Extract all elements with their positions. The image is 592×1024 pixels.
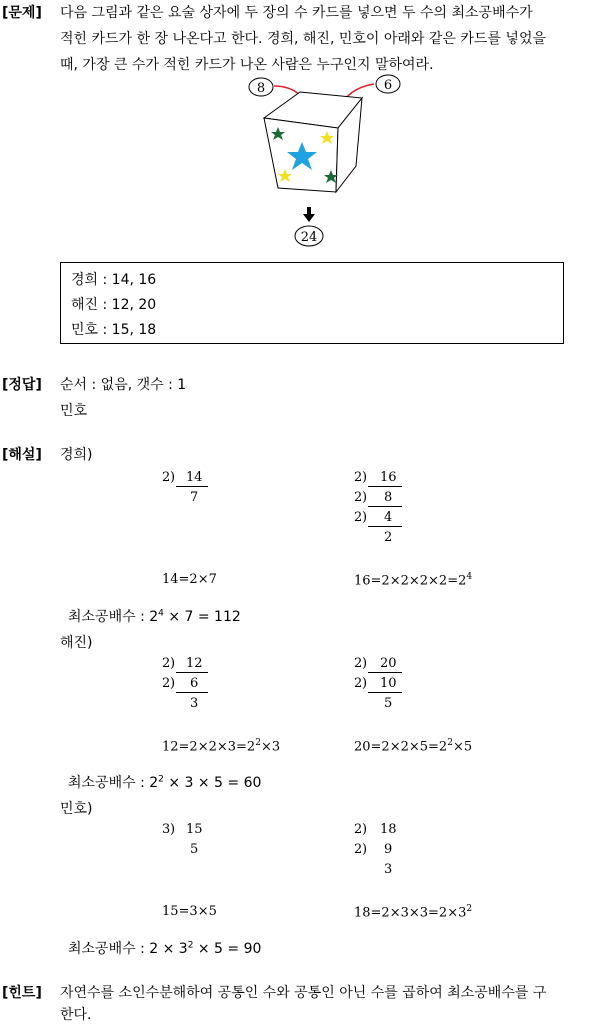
p2-left-value-2: 6	[190, 676, 199, 691]
problem-line-3: 때, 가장 큰 수가 적힌 카드가 나온 사람은 누구인지 말하여라.	[60, 57, 434, 73]
p1-left-divisor-1: 2	[162, 470, 171, 485]
p2-right-bar-1	[368, 672, 402, 673]
answer-line-2: 민호	[60, 403, 88, 419]
p2-right-paren-2: )	[362, 676, 368, 691]
p1-eq-right: $16=2\times 2\times 2\times 2=2^4$	[354, 572, 473, 589]
p1-right-paren-1: )	[362, 470, 368, 485]
p1-left-paren-1: )	[170, 470, 176, 485]
p2-right-value-1: 20	[380, 656, 397, 671]
card-line-2: 해진 : 12, 20	[71, 297, 157, 313]
p2-left-divisor-1: 2	[162, 656, 171, 671]
input-card-left-label: 8	[256, 81, 266, 96]
p1-name: 경희)	[60, 447, 93, 463]
p1-right-bar-1	[368, 486, 402, 487]
hint-line-2: 한다.	[60, 1007, 92, 1023]
p2-right-divisor-1: 2	[354, 656, 363, 671]
p3-right-divisor-1: 2	[354, 822, 363, 837]
p1-right-bar-3	[368, 526, 402, 527]
problem-tag: [문제]	[2, 5, 42, 21]
p3-lcm: 최소공배수 : $2 \times 3^2 \times 5 = 90$	[68, 940, 262, 957]
down-arrow-icon	[303, 214, 315, 222]
p1-right-divisor-1: 2	[354, 470, 363, 485]
p2-left-value-3: 3	[190, 696, 199, 711]
p2-name: 해진)	[60, 635, 93, 651]
hint-tag: [힌트]	[2, 985, 42, 1001]
hint-line-1: 자연수를 소인수분해하여 공통인 수와 공통인 아닌 수를 곱하여 최소공배수를 구	[60, 985, 547, 1001]
down-arrow-shaft	[307, 207, 311, 215]
p1-lcm: 최소공배수 : $2^4 \times 7 = 112$	[68, 608, 241, 625]
p3-right-value-3: 3	[384, 862, 393, 877]
answer-tag: [정답]	[2, 377, 42, 393]
p1-right-value-2: 8	[384, 490, 393, 505]
p3-eq-right: $18=2\times 3\times 3=2\times 3^2$	[354, 904, 473, 921]
card-line-3: 민호 : 15, 18	[71, 322, 157, 338]
p1-right-value-4: 2	[384, 530, 393, 545]
input-card-right-label: 6	[383, 78, 393, 93]
p3-right-value-1: 18	[380, 822, 397, 837]
box	[264, 92, 362, 192]
p1-left-value-1: 14	[186, 470, 203, 485]
magic-box-figure	[240, 72, 410, 252]
p2-lcm: 최소공배수 : $2^2 \times 3 \times 5 = 60$	[68, 774, 262, 791]
p1-right-value-3: 4	[384, 510, 393, 525]
p2-right-value-3: 5	[384, 696, 393, 711]
p1-left-value-2: 7	[190, 490, 199, 505]
p1-right-paren-2: )	[362, 490, 368, 505]
p1-right-bar-2	[368, 506, 402, 507]
p3-right-paren-2: )	[362, 842, 368, 857]
p3-left-divisor-1: 3	[162, 822, 171, 837]
p1-right-divisor-3: 2	[354, 510, 363, 525]
output-card-label: 24	[300, 230, 318, 245]
p3-right-divisor-2: 2	[354, 842, 363, 857]
p2-left-value-1: 12	[186, 656, 203, 671]
p2-left-paren-1: )	[170, 656, 176, 671]
p2-left-bar-1	[176, 672, 208, 673]
p1-right-value-1: 16	[380, 470, 397, 485]
p3-left-value-2: 5	[190, 842, 199, 857]
problem-line-2: 적힌 카드가 한 장 나온다고 한다. 경희, 해진, 민호이 아래와 같은 카드를 넣었을	[60, 31, 546, 47]
explanation-tag: [해설]	[2, 447, 42, 463]
p2-eq-right: $20=2\times 2\times 5=2^2\times 5$	[354, 738, 473, 755]
card-line-1: 경희 : 14, 16	[71, 272, 157, 288]
p3-right-paren-1: )	[362, 822, 368, 837]
p1-right-paren-3: )	[362, 510, 368, 525]
p1-left-bar-1	[176, 486, 208, 487]
p2-right-bar-2	[368, 692, 402, 693]
p3-left-paren-1: )	[170, 822, 176, 837]
p3-left-value-1: 15	[186, 822, 203, 837]
p3-name: 민호)	[60, 801, 93, 817]
p1-eq-left: 14=2×7	[162, 572, 217, 587]
cards-box	[60, 262, 564, 344]
p2-left-divisor-2: 2	[162, 676, 171, 691]
p2-left-paren-2: )	[170, 676, 176, 691]
p3-right-value-2: 9	[384, 842, 393, 857]
problem-line-1: 다음 그림과 같은 요술 상자에 두 장의 수 카드를 넣으면 두 수의 최소공배수가	[60, 5, 533, 21]
p3-eq-left: 15=3×5	[162, 904, 217, 919]
p2-eq-left: $12=2\times 2\times 3=2^2\times 3$	[162, 738, 281, 755]
answer-line-1: 순서 : 없음, 갯수 : 1	[60, 377, 187, 393]
p1-right-divisor-2: 2	[354, 490, 363, 505]
p2-right-divisor-2: 2	[354, 676, 363, 691]
p2-right-paren-1: )	[362, 656, 368, 671]
p2-right-value-2: 10	[380, 676, 397, 691]
p2-left-bar-2	[176, 692, 208, 693]
